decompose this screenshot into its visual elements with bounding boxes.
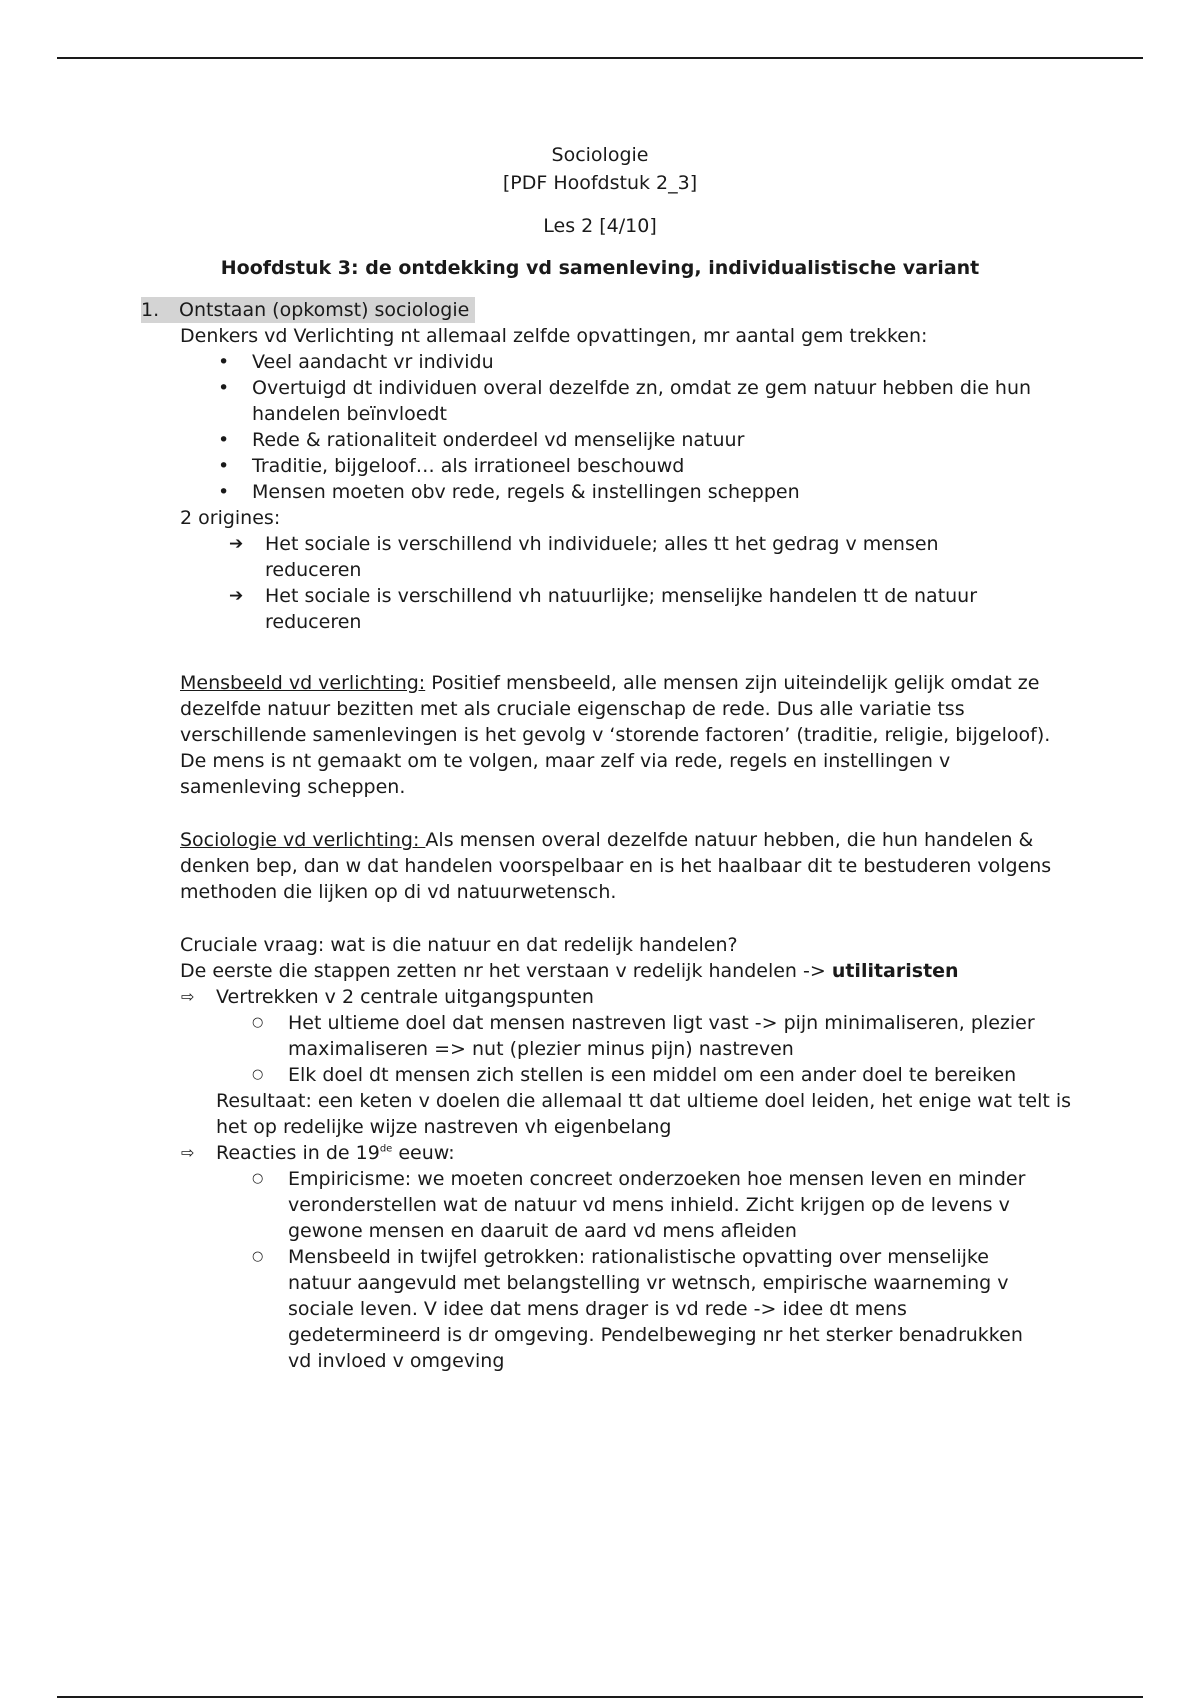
list-item: • Traditie, bijgeloof… als irrationeel beschouwd — [252, 453, 1080, 479]
list-item: ○ Empiricisme: we moeten concreet onderzoeken hoe mensen leven en minder veronderstellen wat de natuur vd mens inhield. Zicht krijgen op de levens v gewone mensen en daaruit de aard vd mens afleiden — [288, 1166, 1080, 1244]
document-title: Sociologie — [551, 144, 649, 166]
hollow-arrow-icon: ⇨ — [181, 987, 195, 1006]
arrow-right-icon: ➔ — [229, 534, 244, 554]
list-item: • Veel aandacht vr individu — [252, 349, 1080, 375]
header-rule — [57, 57, 1143, 59]
point1-label: Vertrekken v 2 centrale uitgangspunten — [216, 986, 594, 1008]
points-list — [180, 984, 1080, 1374]
sociologie-paragraph — [180, 827, 1060, 905]
point2-label: Reacties in de 19de eeuw: — [216, 1142, 455, 1164]
list-item: ➔ Het sociale is verschillend vh natuurlijke; menselijke handelen tt de natuur reduceren — [229, 585, 978, 633]
arrow-right-icon: ➔ — [229, 586, 244, 606]
first-steps-text: De eerste die stappen zetten nr het verstaan v redelijk handelen -> utilitaristen — [180, 960, 959, 982]
point1-sublist — [216, 1010, 1080, 1088]
list-item: ○ Mensbeeld in twijfel getrokken: rationalistische opvatting over menselijke natuur aangevuld met belangstelling vr wetnsch, empirische waarneming v sociale leven. V idee dat mens drager is vd rede -> idee dt mens gedetermineerd is dr omgeving. Pendelbeweging nr het sterker benadrukken vd invloed v omgeving — [288, 1244, 1080, 1374]
section-heading — [141, 297, 475, 323]
mensbeeld-paragraph — [180, 670, 1060, 800]
point2-sublist — [216, 1166, 1080, 1374]
intro-text: Denkers vd Verlichting nt allemaal zelfde opvattingen, mr aantal gem trekken: — [180, 325, 928, 347]
origins-label: 2 origines: — [180, 507, 281, 529]
list-item — [181, 1140, 1080, 1374]
list-item: ○ Elk doel dt mensen zich stellen is een middel om een ander doel te bereiken — [288, 1062, 1080, 1088]
chapter-heading: Hoofdstuk 3: de ontdekking vd samenleving, individualistische variant — [220, 257, 980, 279]
utilitarists-block — [180, 932, 1080, 1374]
mensbeeld-text: Positief mensbeeld, alle mensen zijn uiteindelijk gelijk omdat ze dezelfde natuur bezitten met als cruciale eigenschap de rede. Dus alle variatie tss verschillende samenlevingen is het gevolg v ‘storende factoren’ (traditie, religie, bijgeloof). De mens is nt gemaakt om te volgen, maar zelf via rede, regels en instellingen v samenleving scheppen. — [180, 672, 1051, 798]
sociologie-label: Sociologie vd verlichting: — [180, 829, 426, 851]
document-source: [PDF Hoofdstuk 2_3] — [502, 172, 698, 194]
sociologie-text: Als mensen overal dezelfde natuur hebben, die hun handelen & denken bep, dan w dat handelen voorspelbaar en is het haalbaar dit te bestuderen volgens methoden die lijken op di vd natuurwetensch. — [180, 829, 1052, 903]
list-item: • Overtuigd dt individuen overal dezelfde zn, omdat ze gem natuur hebben die hun handelen beïnvloedt — [252, 375, 1080, 427]
result-text: Resultaat: een keten v doelen die allemaal tt dat ultieme doel leiden, het enige wat telt is het op redelijke wijze nastreven vh eigenbelang — [216, 1090, 1072, 1138]
trait-list — [180, 349, 1080, 505]
question-text: Cruciale vraag: wat is die natuur en dat redelijk handelen? — [180, 934, 738, 956]
origins-list — [180, 531, 1080, 635]
lesson-label: Les 2 [4/10] — [543, 215, 657, 237]
intro-block — [180, 323, 1080, 635]
list-item — [181, 984, 1080, 1140]
list-item: ➔ Het sociale is verschillend vh individuele; alles tt het gedrag v mensen reduceren — [229, 533, 939, 581]
list-item: ○ Het ultieme doel dat mensen nastreven ligt vast -> pijn minimaliseren, plezier maximaliseren => nut (plezier minus pijn) nastreven — [288, 1010, 1080, 1062]
footer-rule — [57, 1696, 1143, 1698]
list-item: • Rede & rationaliteit onderdeel vd menselijke natuur — [252, 427, 1080, 453]
mensbeeld-label: Mensbeeld vd verlichting: — [180, 672, 426, 694]
utilitaristen-term: utilitaristen — [831, 960, 959, 982]
hollow-arrow-icon: ⇨ — [181, 1143, 195, 1162]
section-number: 1. — [141, 299, 160, 321]
list-item: • Mensen moeten obv rede, regels & instellingen scheppen — [252, 479, 1080, 505]
section-title: Ontstaan (opkomst) sociologie — [179, 299, 470, 321]
